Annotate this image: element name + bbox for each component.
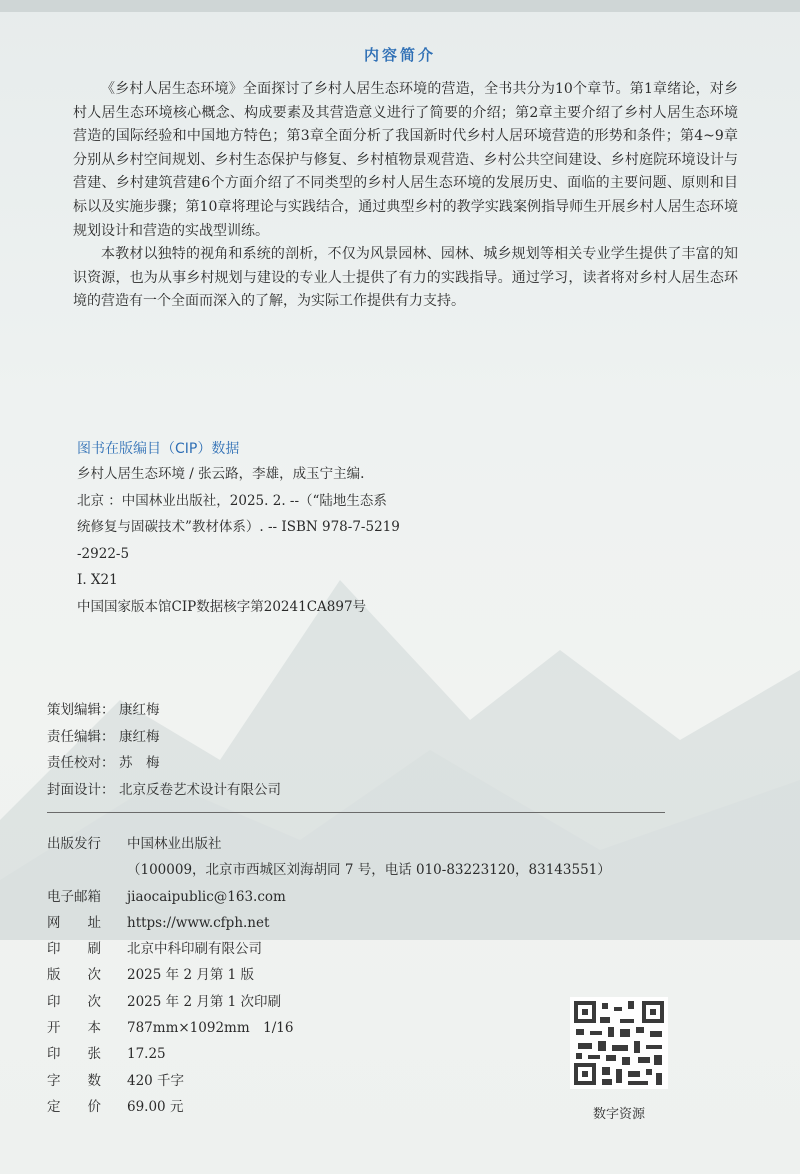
pub-row: [47, 1041, 611, 1067]
pub-row: [47, 910, 611, 936]
pub-label: 电子邮箱: [47, 888, 101, 905]
pub-label: 印 刷: [47, 941, 101, 958]
editor-label: 责任校对：: [47, 755, 115, 771]
qr-caption: 数字资源: [592, 1107, 645, 1122]
qr-code-icon[interactable]: [570, 997, 668, 1089]
pub-row: [47, 831, 611, 857]
website-link[interactable]: https://www.cfph.net: [127, 914, 270, 931]
pub-value: 北京中科印刷有限公司: [127, 941, 262, 958]
pub-row: [47, 962, 611, 988]
email-link[interactable]: jiaocaipublic@163.com: [127, 888, 286, 905]
pub-label: 字 数: [47, 1072, 101, 1089]
cip-line: 中国国家版本馆CIP数据核字第20241CA897号: [77, 598, 367, 615]
cip-title: 图书在版编目（CIP）数据: [77, 441, 240, 457]
editor-value: 康红梅: [119, 702, 160, 718]
pub-value: 中国林业出版社: [127, 836, 222, 852]
pub-address: （100009，北京市西城区刘海胡同 7 号，电话 010-83223120，83143551）: [127, 862, 611, 879]
intro-paragraph: 《乡村人居生态环境》全面探讨了乡村人居生态环境的营造，全书共分为10个章节。第1章绪论，对乡村人居生态环境核心概念、构成要素及其营造意义进行了简要的介绍；第2章主要介绍了乡村人居生态环境营造的国际经验和中国地方特色；第3章全面分析了我国新时代乡村人居环境营造的形势和条件；第4~9章分别从乡村空间规划、乡村生态保护与修复、乡村植物景观营造、乡村公共空间建设、乡村庭院环境设计与营建、乡村建筑营建6个方面介绍了不同类型的乡村人居生态环境的发展历史、面临的主要问题、原则和目标以及实施步骤；第10章将理论与实践结合，通过典型乡村的教学实践案例指导师生开展乡村人居生态环境规划设计和营造的实战型训练。: [73, 81, 738, 239]
editor-label: 封面设计：: [47, 781, 115, 798]
pub-label: 开 本: [47, 1020, 101, 1037]
intro-paragraph: 本教材以独特的视角和系统的剖析，不仅为风景园林、园林、城乡规划等相关专业学生提供了丰富的知识资源，也为从事乡村规划与建设的专业人士提供了有力的实践指导。通过学习，读者将对乡村人居生态环境的营造有一个全面而深入的了解，为实际工作提供有力支持。: [73, 246, 738, 310]
editor-label: 策划编辑：: [47, 702, 115, 718]
pub-value: 2025 年 2 月第 1 版: [127, 967, 254, 984]
cip-line: Ⅰ. X21: [77, 572, 118, 588]
pub-label: 版 次: [47, 967, 101, 984]
cip-line: -2922-5: [77, 545, 130, 562]
cip-record: [77, 461, 457, 620]
divider-line: [47, 812, 665, 813]
pub-row: [47, 989, 611, 1015]
pub-label: 网 址: [47, 914, 101, 931]
editor-value: 苏 梅: [119, 755, 160, 771]
pub-value: 2025 年 2 月第 1 次印刷: [127, 993, 281, 1010]
pub-label: 印 次: [47, 993, 101, 1010]
cip-line: 乡村人居生态环境 / 张云路，李雄，成玉宁主编.: [77, 466, 365, 482]
pub-row: [47, 936, 611, 962]
editor-row: [47, 724, 281, 751]
pub-value: 787mm×1092mm 1/16: [127, 1020, 294, 1037]
editor-row: [47, 750, 281, 777]
pub-value: 69.00 元: [127, 1098, 184, 1115]
pub-label: 定 价: [47, 1098, 101, 1115]
pub-label: 印 张: [47, 1046, 101, 1063]
pub-row: [47, 1015, 611, 1041]
publication-info: [47, 831, 611, 1120]
editor-label: 责任编辑：: [47, 728, 115, 745]
cip-line: 北京 ：中国林业出版社，2025. 2. --（“陆地生态系: [77, 492, 387, 509]
pub-row: [47, 1068, 611, 1094]
editor-credits: [47, 697, 281, 803]
editor-value: 北京反卷艺术设计有限公司: [119, 781, 281, 798]
intro-body: [73, 78, 738, 314]
pub-row: [47, 884, 611, 910]
editor-row: [47, 697, 281, 724]
pub-value: 420 千字: [127, 1072, 185, 1089]
pub-label: 出版发行: [47, 836, 101, 852]
editor-row: [47, 777, 281, 804]
pub-row: [47, 1094, 611, 1120]
intro-title: 内容简介: [363, 46, 436, 64]
cip-line: 统修复与固碳技术”教材体系）. -- ISBN 978-7-5219: [77, 519, 400, 535]
editor-value: 康红梅: [119, 728, 160, 745]
pub-value: 17.25: [127, 1046, 166, 1063]
